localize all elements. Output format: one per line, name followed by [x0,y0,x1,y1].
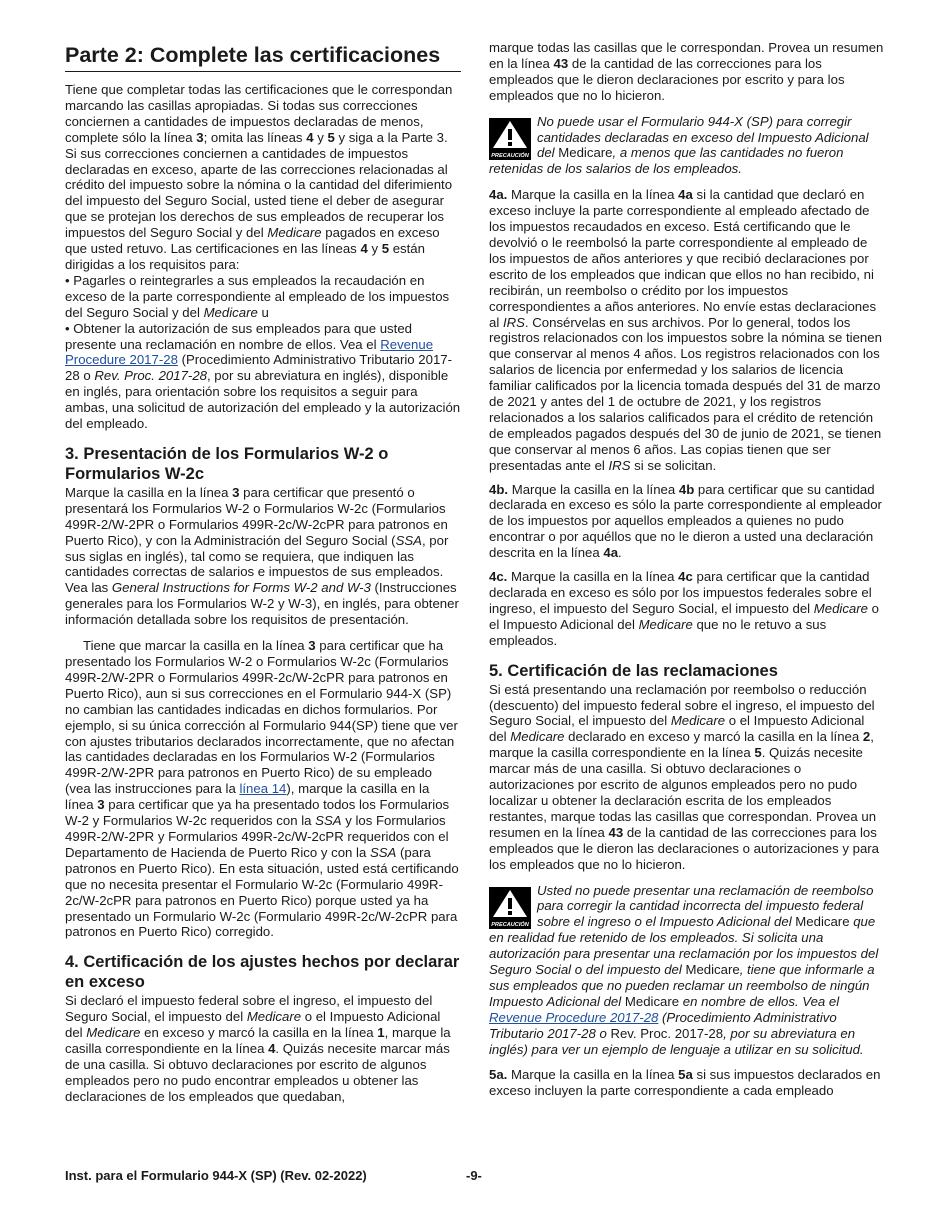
footer-form-title: Inst. para el Formulario 944-X (SP) (Rev. 02-2022) [65,1168,367,1183]
line-4c-paragraph: 4c. Marque la casilla en la línea 4c para certificar que la cantidad declarada en exceso es sólo por los impuestos federales sobre el ingreso, el impuesto del Seguro Social, el impuesto del Medicare o el Impuesto Adicional del Medicare que no le retuvo a sus empleados. [489,569,879,648]
section-3-paragraph-2: Tiene que marcar la casilla en la línea 3 para certificar que ha presentado los Formularios W-2 o Formularios W-2c (Formularios 499R-2/W-2PR o Formularios 499R-2c/W-2cPR para patronos en Puerto Rico), aun si sus correcciones en el Formulario 944-X (SP) no cambian las cantidades indicadas en dichos formularios. Por ejemplo, si su única corrección al Formulario 944(SP) tiene que ver con ajustes tributarios declarados incorrectamente, que no afectan las cantidades declaradas en los Formularios W-2 (Formularios 499R-2/W-2PR para patronos en Puerto Rico) de su empleado (vea las instrucciones para la línea 14), marque la casilla en la línea 3 para certificar que ya ha presentado todos los Formularios W-2 y Formularios W-2c requeridos con la SSA y los Formularios 499R-2/W-2PR y Formularios 499R-2c/W-2cPR requeridos con el Departamento de Hacienda de Puerto Rico y con la SSA (para patronos en Puerto Rico). En esta situación, usted está certificando que no necesita presentar el Formulario W-2c (Formulario 499R-2c/W-2cPR para patronos en Puerto Rico) porque usted ya ha presentado un Formulario W-2c (Formulario 499R-2c/W-2cPR para patronos en Puerto Rico) corregido. [65,638,459,940]
intro-paragraph: Tiene que completar todas las certificaciones que le correspondan marcando las casillas apropiadas. Si todas sus correcciones conciernen a cantidades de impuestos declaradas de menos, complete sólo la línea 3; omita las líneas 4 y 5 y siga a la Parte 3. Si sus correcciones conciernen a cantidades de impuestos declaradas en exceso, aparte de las correcciones relacionadas al crédito del impuesto sobre la nómina o la cantidad del diferimiento del impuesto del Seguro Social, usted tiene el deber de asegurar que se protejan los derechos de sus empleados de recuperar los impuestos del Seguro Social y del Medicare pagados en exceso que usted retuvo. Las certificaciones en las líneas 4 y 5 están dirigidas a los requisitos para: [65,82,453,272]
part-title: Parte 2: Complete las certificaciones [65,42,461,72]
section-5-paragraph: Si está presentando una reclamación por reembolso o reducción (descuento) del impuesto federal sobre el ingreso, el impuesto del Seguro Social, el impuesto del Medicare o el Impuesto Adicional del Medicare declarado en exceso y marcó la casilla en la línea 2, marque la casilla correspondiente en la línea 5. Quizás necesite marcar más de una casilla. Si obtuvo declaraciones o autorizaciones por escrito de algunos empleados pero no pudo localizar u obtener la declaración escrita de los empleados restantes, marque todas las casillas que correspondan. Provea un resumen en la línea 43 de la cantidad de las correcciones para los empleados que le dieron las declaraciones o autorizaciones y para los empleados que no lo hicieron. [489,681,880,872]
caution-icon [489,887,531,929]
bullet-item-obtain-authorization: • Obtener la autorización de sus empleados para que usted presente una reclamación en nombre de ellos. Vea el Revenue Procedure 2017-28 (Procedimiento Administrativo Tributario 2017-28 o Rev. Proc. 2017-28, por su abreviatura en inglés), disponible en inglés, para orientación sobre los requisitos a seguir para ambas, una solicitud de autorización del empleado y la autorización del empleado. [65,320,461,432]
svg-text:PRECAUCIÓN: PRECAUCIÓN [491,921,529,928]
caution-note-2: PRECAUCIÓN Usted no puede presentar una reclamación de reembolso para corregir la cantidad incorrecta del impuesto federal sobre el ingreso o el Impuesto Adicional del Medicare que en realidad fue retenido de los empleados. Si solicita una autorización para presentar una reclamación por los impuestos del Seguro Social o del impuesto del Medicare, tiene que informarle a sus empleados que no pueden reclamar un reembolso de ningún Impuesto Adicional del Medicare en nombre de ellos. Vea el Revenue Procedure 2017-28 (Procedimiento Administrativo Tributario 2017-28 o Rev. Proc. 2017-28, por su abreviatura en inglés) para ver un ejemplo de lenguaje a utilizar en su solicitud. [489,882,879,1057]
section-3-heading: 3. Presentación de los Formularios W-2 o Formularios W-2c [65,444,389,483]
revenue-procedure-link[interactable]: Revenue Procedure 2017-28 [65,336,434,368]
caution-note-1: PRECAUCIÓN No puede usar el Formulario 944-X (SP) para corregir cantidades declaradas en exceso del Impuesto Adicional del Medicare, a menos que las cantidades no fueron retenidas de los salarios de los empleados. [489,113,869,177]
page-number: -9- [466,1168,482,1183]
line-4b-paragraph: 4b. Marque la casilla en la línea 4b para certificar que su cantidad declarada en exceso es sólo la parte correspondiente al empleador de los impuestos por aquellos empleados a quienes no pudo encontrar o por aquéllos que no le dieron a usted una declaración descrita en la línea 4a. [489,481,882,561]
right-column [489,40,885,1099]
line-14-link[interactable]: línea 14 [239,781,287,797]
bullet-item-pay-employees: • Pagarles o reintegrarles a sus empleados la recaudación en exceso de la parte correspondiente al empleado de los impuestos del Seguro Social y del Medicare u [65,272,450,320]
revenue-procedure-link[interactable]: Revenue Procedure 2017-28 [489,1009,659,1025]
caution-icon [489,118,531,160]
section-3-paragraph-1: Marque la casilla en la línea 3 para certificar que presentó o presentará los Formularios W-2 o Formularios W-2c (Formularios 499R-2/W-2PR o Formularios 499R-2c/W-2cPR para patronos en Puerto Rico), y con la Administración del Seguro Social (SSA, por sus siglas en inglés), tal como se requiera, que indiquen las cantidades correctas de salarios e impuestos de sus empleados. Vea las General Instructions for Forms W-2 and W-3 (Instrucciones generales para los Formularios W-2 y W-3), en inglés, para obtener información detallada sobre los requisitos de presentación. [65,484,459,628]
line-4a-paragraph: 4a. Marque la casilla en la línea 4a si la cantidad que declaró en exceso incluye la parte correspondiente al empleado afectado de los impuestos recaudados en exceso. Está certificando que le devolvió o le reembolsó la parte correspondiente al empleado de los impuestos de años anteriores y que recibió declaraciones por escrito de los empleados que indican que ellos no han recibido, ni recibirán, un reembolso o crédito por los impuestos correspondientes a años anteriores. No envíe estas declaraciones al IRS. Consérvelas en sus archivos. Por lo general, todos los registros relacionados con los impuestos sobre la nómina se tienen que conservar al menos 4 años. Los registros relacionados con los salarios de licencia por enfermedad y los salarios de licencia familiar calificados por la licencia tomada después del 31 de marzo de 2021 y antes del 1 de octubre de 2021, y los registros relacionados a los salarios calificados para el crédito de retención de empleados pagados después del 30 de junio de 2021, se tienen que conservar al menos 6 años. Las copias tienen que ser presentadas ante el IRS si se solicitan. [489,187,882,473]
bullet-icon: • [65,320,70,336]
section-5-heading: 5. Certificación de las reclamaciones [489,661,778,680]
section-4-heading: 4. Certificación de los ajustes hechos por declarar en exceso [65,953,460,992]
bullet-icon: • [65,272,70,288]
svg-text:PRECAUCIÓN: PRECAUCIÓN [491,152,529,159]
left-column [65,40,461,1105]
section-4-paragraph-continued: marque todas las casillas que le correspondan. Provea un resumen en la línea 43 de la cantidad de las correcciones para los empleados que le dieron declaraciones por escrito y para los empleados que no lo hicieron. [489,40,884,103]
line-5a-paragraph: 5a. Marque la casilla en la línea 5a si sus impuestos declarados en exceso incluyen la parte correspondiente a cada empleado [489,1067,881,1099]
section-4-paragraph: Si declaró el impuesto federal sobre el ingreso, el impuesto del Seguro Social, el impuesto del Medicare o el Impuesto Adicional del Medicare en exceso y marcó la casilla en la línea 1, marque la casilla correspondiente en la línea 4. Quizás necesite marcar más de una casilla. Si obtuvo declaraciones por escrito de algunos empleados pero no pudo encontrar empleados u obtener las declaraciones de los empleados que quedaban, [65,993,451,1104]
